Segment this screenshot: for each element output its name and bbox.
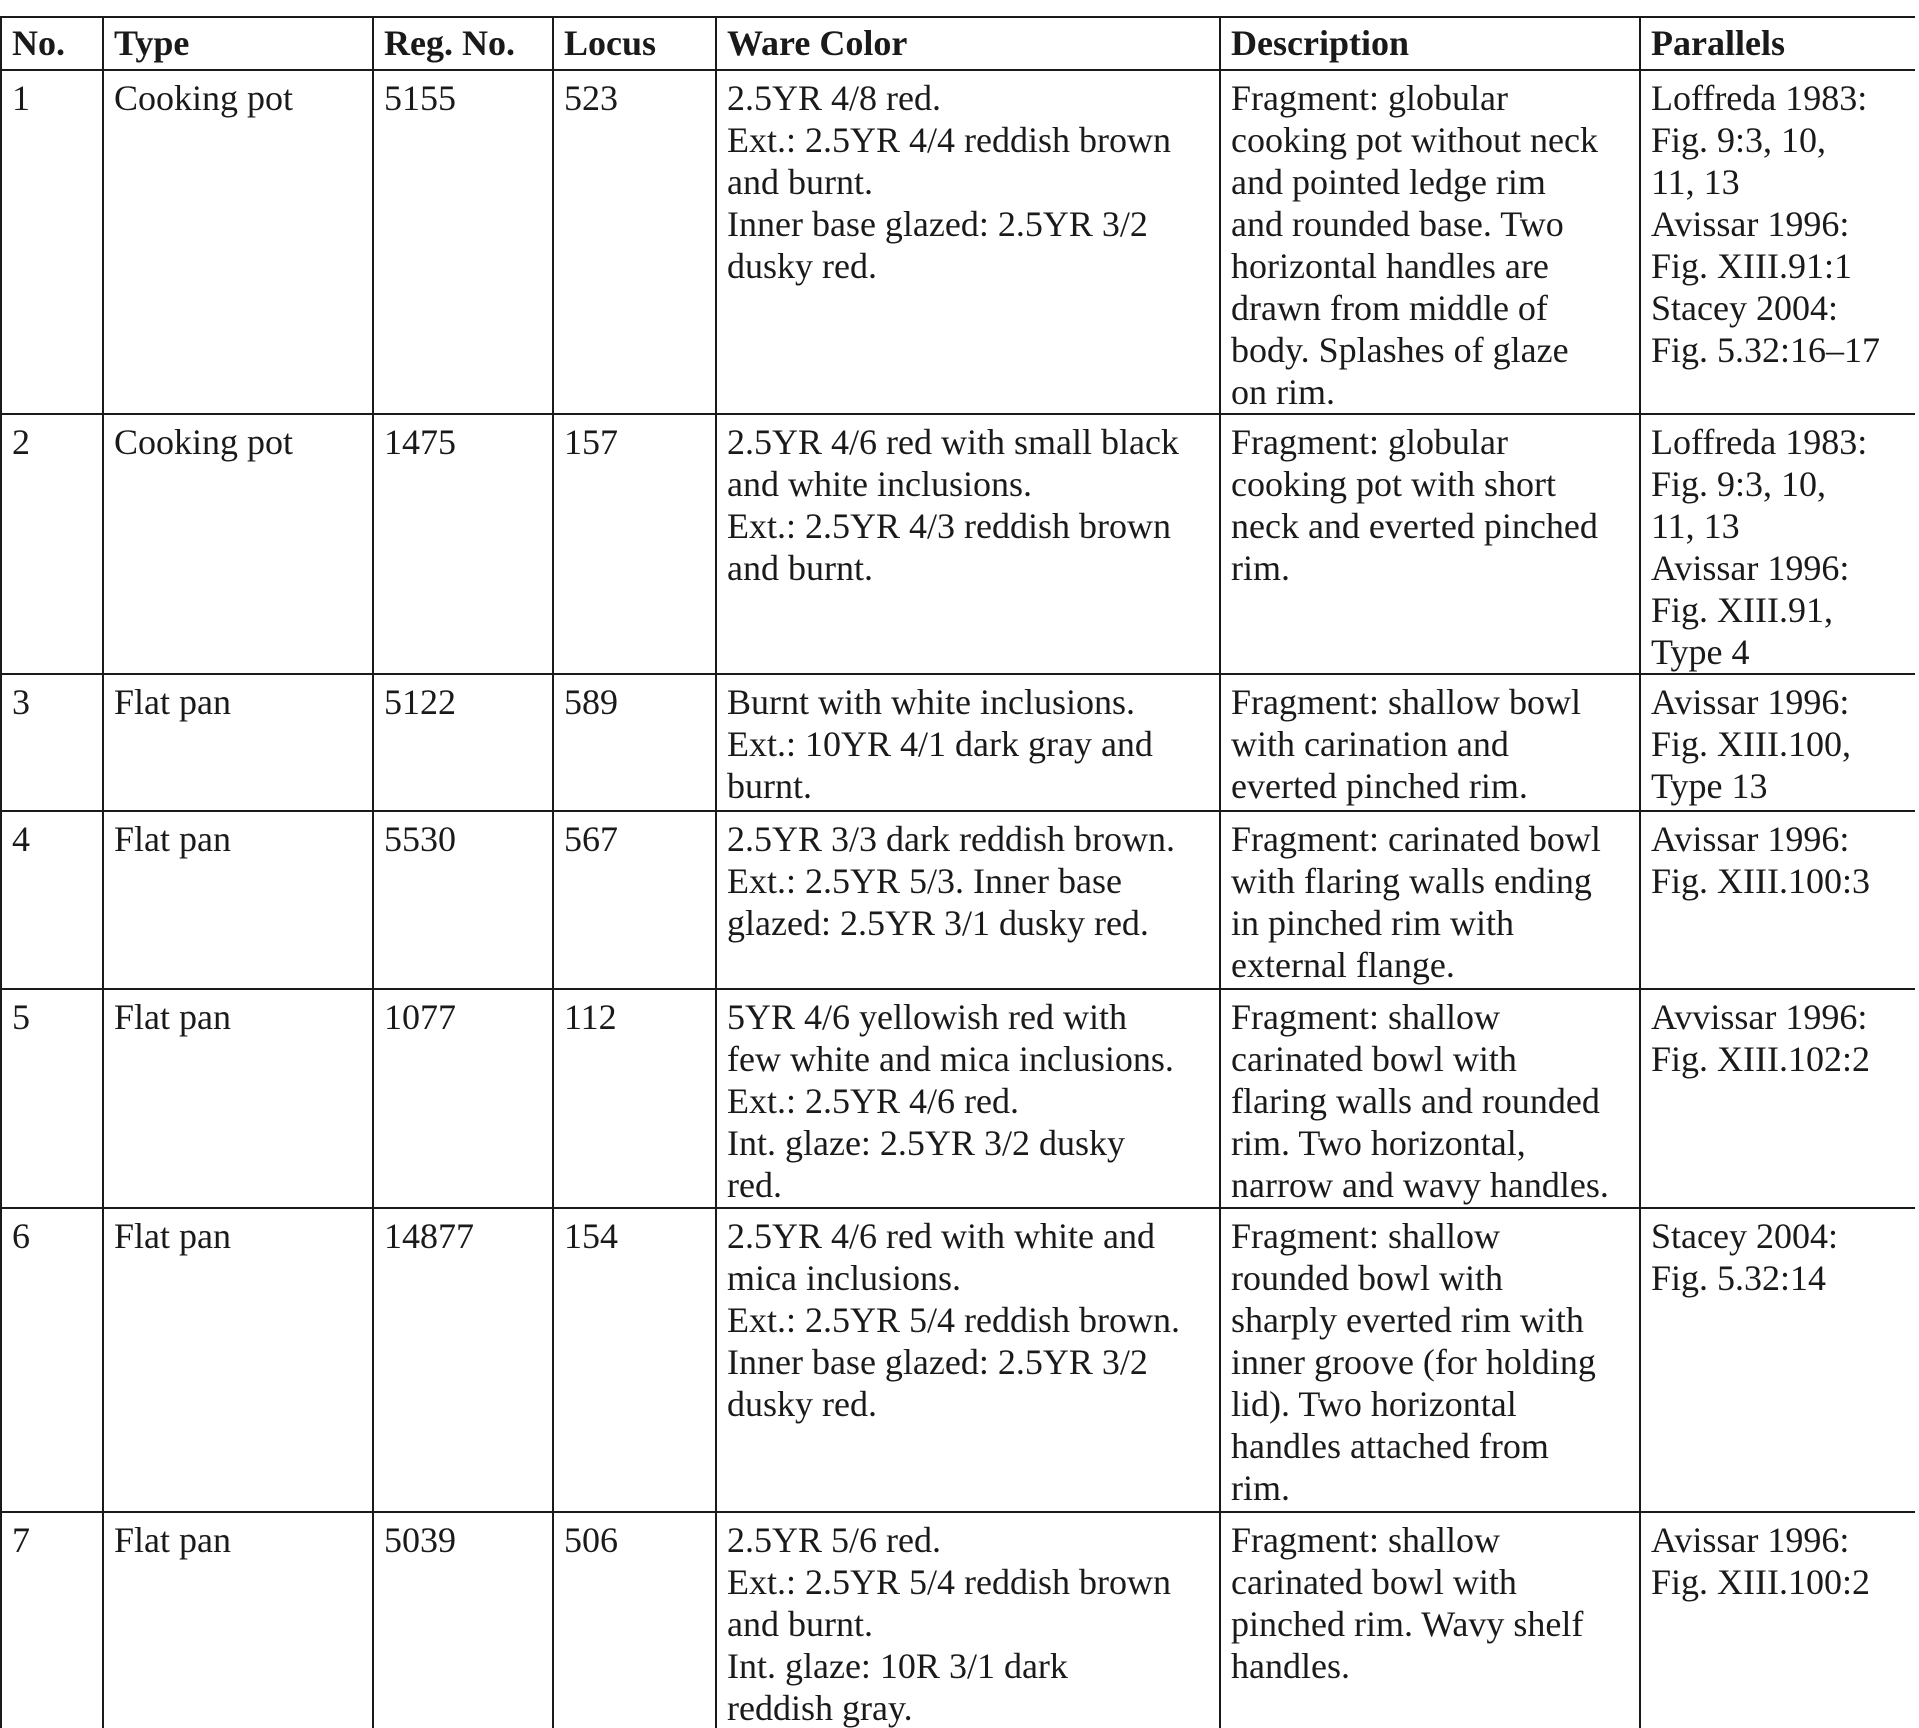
header-parallels: Parallels [1640, 17, 1915, 70]
cell-no: 3 [1, 674, 103, 811]
pottery-catalogue-sheet [0, 16, 1915, 1728]
description-line: carinated bowl with [1231, 1562, 1517, 1602]
ware-color-line: burnt. [727, 766, 812, 806]
cell-type: Flat pan [103, 1512, 373, 1728]
parallels-line: Stacey 2004: [1651, 288, 1838, 328]
ware-color-line: and burnt. [727, 548, 873, 588]
description-line: on rim. [1231, 372, 1335, 412]
pottery-catalogue-table [0, 16, 1915, 1728]
cell-reg-no: 5530 [373, 811, 553, 989]
ware-color-line: few white and mica inclusions. [727, 1039, 1174, 1079]
description-line: Fragment: shallow bowl [1231, 682, 1581, 722]
description-line: lid). Two horizontal [1231, 1384, 1517, 1424]
parallels-line: Stacey 2004: [1651, 1216, 1838, 1256]
ware-color-line: mica inclusions. [727, 1258, 961, 1298]
description-line: everted pinched rim. [1231, 766, 1528, 806]
cell-no: 7 [1, 1512, 103, 1728]
parallels-line: Fig. 9:3, 10, [1651, 464, 1827, 504]
parallels-line: Avissar 1996: [1651, 682, 1850, 722]
ware-color-line: 2.5YR 5/6 red. [727, 1520, 941, 1560]
cell-parallels [1640, 1512, 1915, 1728]
ware-color-line: 2.5YR 4/6 red with small black [727, 422, 1179, 462]
description-line: horizontal handles are [1231, 246, 1549, 286]
ware-color-line: dusky red. [727, 1384, 877, 1424]
description-line: Fragment: shallow [1231, 1520, 1500, 1560]
ware-color-line: 2.5YR 4/6 red with white and [727, 1216, 1155, 1256]
ware-color-line: and white inclusions. [727, 464, 1032, 504]
cell-description [1220, 811, 1640, 989]
description-line: neck and everted pinched [1231, 506, 1598, 546]
description-line: rim. Two horizontal, [1231, 1123, 1526, 1163]
header-type: Type [103, 17, 373, 70]
ware-color-line: Ext.: 2.5YR 4/6 red. [727, 1081, 1019, 1121]
ware-color-line: 2.5YR 4/8 red. [727, 78, 941, 118]
cell-type: Cooking pot [103, 414, 373, 674]
ware-color-line: Burnt with white inclusions. [727, 682, 1135, 722]
table-row [1, 989, 1915, 1208]
description-line: with flaring walls ending [1231, 861, 1592, 901]
cell-type: Flat pan [103, 989, 373, 1208]
ware-color-line: and burnt. [727, 162, 873, 202]
cell-parallels [1640, 70, 1915, 414]
description-line: body. Splashes of glaze [1231, 330, 1569, 370]
cell-parallels [1640, 989, 1915, 1208]
table-row [1, 674, 1915, 811]
cell-no: 6 [1, 1208, 103, 1512]
description-line: drawn from middle of [1231, 288, 1548, 328]
ware-color-line: Ext.: 2.5YR 4/4 reddish brown [727, 120, 1171, 160]
ware-color-line: 2.5YR 3/3 dark reddish brown. [727, 819, 1175, 859]
description-line: Fragment: globular [1231, 422, 1508, 462]
ware-color-line: and burnt. [727, 1604, 873, 1644]
cell-description [1220, 414, 1640, 674]
cell-locus: 506 [553, 1512, 716, 1728]
parallels-line: Fig. XIII.91:1 [1651, 246, 1852, 286]
ware-color-line: Int. glaze: 2.5YR 3/2 dusky [727, 1123, 1125, 1163]
parallels-line: Fig. 5.32:16–17 [1651, 330, 1881, 370]
table-row [1, 1208, 1915, 1512]
description-line: Fragment: shallow [1231, 997, 1500, 1037]
cell-type: Flat pan [103, 811, 373, 989]
description-line: Fragment: globular [1231, 78, 1508, 118]
description-line: rim. [1231, 548, 1290, 588]
parallels-line: Avissar 1996: [1651, 204, 1850, 244]
header-description: Description [1220, 17, 1640, 70]
description-line: and pointed ledge rim [1231, 162, 1546, 202]
description-line: Fragment: shallow [1231, 1216, 1500, 1256]
ware-color-line: Inner base glazed: 2.5YR 3/2 [727, 1342, 1148, 1382]
description-line: handles. [1231, 1646, 1350, 1686]
parallels-line: Avvissar 1996: [1651, 997, 1868, 1037]
cell-parallels [1640, 674, 1915, 811]
ware-color-line: Ext.: 2.5YR 5/4 reddish brown [727, 1562, 1171, 1602]
cell-reg-no: 5155 [373, 70, 553, 414]
cell-type: Flat pan [103, 674, 373, 811]
description-line: cooking pot without neck [1231, 120, 1598, 160]
cell-no: 5 [1, 989, 103, 1208]
description-line: Fragment: carinated bowl [1231, 819, 1601, 859]
cell-ware-color [716, 674, 1220, 811]
header-ware-color: Ware Color [716, 17, 1220, 70]
cell-parallels [1640, 811, 1915, 989]
parallels-line: Loffreda 1983: [1651, 422, 1868, 462]
description-line: flaring walls and rounded [1231, 1081, 1600, 1121]
parallels-line: Type 13 [1651, 766, 1768, 806]
parallels-line: 11, 13 [1651, 162, 1740, 202]
description-line: carinated bowl with [1231, 1039, 1517, 1079]
description-line: sharply everted rim with [1231, 1300, 1584, 1340]
description-line: inner groove (for holding [1231, 1342, 1596, 1382]
table-row [1, 811, 1915, 989]
parallels-line: Fig. 9:3, 10, [1651, 120, 1827, 160]
cell-locus: 112 [553, 989, 716, 1208]
parallels-line: Fig. XIII.100:2 [1651, 1562, 1870, 1602]
description-line: pinched rim. Wavy shelf [1231, 1604, 1584, 1644]
parallels-line: Fig. 5.32:14 [1651, 1258, 1827, 1298]
cell-locus: 589 [553, 674, 716, 811]
description-line: rim. [1231, 1468, 1290, 1508]
parallels-line: Avissar 1996: [1651, 548, 1850, 588]
cell-no: 2 [1, 414, 103, 674]
parallels-line: Fig. XIII.91, [1651, 590, 1833, 630]
cell-description [1220, 989, 1640, 1208]
description-line: handles attached from [1231, 1426, 1549, 1466]
cell-ware-color [716, 1512, 1220, 1728]
cell-reg-no: 14877 [373, 1208, 553, 1512]
cell-ware-color [716, 811, 1220, 989]
cell-ware-color [716, 414, 1220, 674]
cell-parallels [1640, 414, 1915, 674]
cell-type: Cooking pot [103, 70, 373, 414]
ware-color-line: Ext.: 2.5YR 5/3. Inner base [727, 861, 1122, 901]
cell-ware-color [716, 989, 1220, 1208]
parallels-line: Fig. XIII.102:2 [1651, 1039, 1870, 1079]
ware-color-line: dusky red. [727, 246, 877, 286]
ware-color-line: Ext.: 2.5YR 5/4 reddish brown. [727, 1300, 1180, 1340]
description-line: cooking pot with short [1231, 464, 1556, 504]
cell-description [1220, 1512, 1640, 1728]
ware-color-line: 5YR 4/6 yellowish red with [727, 997, 1127, 1037]
parallels-line: Avissar 1996: [1651, 819, 1850, 859]
cell-reg-no: 5039 [373, 1512, 553, 1728]
description-line: and rounded base. Two [1231, 204, 1564, 244]
header-reg-no: Reg. No. [373, 17, 553, 70]
header-no: No. [1, 17, 103, 70]
cell-type: Flat pan [103, 1208, 373, 1512]
ware-color-line: Ext.: 10YR 4/1 dark gray and [727, 724, 1153, 764]
cell-locus: 567 [553, 811, 716, 989]
cell-description [1220, 674, 1640, 811]
ware-color-line: reddish gray. [727, 1688, 913, 1728]
parallels-line: Loffreda 1983: [1651, 78, 1868, 118]
cell-no: 4 [1, 811, 103, 989]
table-row [1, 70, 1915, 414]
ware-color-line: Inner base glazed: 2.5YR 3/2 [727, 204, 1148, 244]
cell-no: 1 [1, 70, 103, 414]
cell-ware-color [716, 70, 1220, 414]
ware-color-line: red. [727, 1165, 782, 1205]
ware-color-line: Ext.: 2.5YR 4/3 reddish brown [727, 506, 1171, 546]
cell-reg-no: 1077 [373, 989, 553, 1208]
description-line: narrow and wavy handles. [1231, 1165, 1609, 1205]
cell-reg-no: 1475 [373, 414, 553, 674]
cell-reg-no: 5122 [373, 674, 553, 811]
table-row [1, 414, 1915, 674]
cell-locus: 157 [553, 414, 716, 674]
header-row [1, 17, 1915, 70]
table-row [1, 1512, 1915, 1728]
cell-description [1220, 1208, 1640, 1512]
description-line: with carination and [1231, 724, 1509, 764]
ware-color-line: Int. glaze: 10R 3/1 dark [727, 1646, 1068, 1686]
description-line: in pinched rim with [1231, 903, 1514, 943]
parallels-line: Avissar 1996: [1651, 1520, 1850, 1560]
parallels-line: Type 4 [1651, 632, 1750, 672]
description-line: external flange. [1231, 945, 1455, 985]
cell-locus: 523 [553, 70, 716, 414]
parallels-line: Fig. XIII.100:3 [1651, 861, 1870, 901]
ware-color-line: glazed: 2.5YR 3/1 dusky red. [727, 903, 1149, 943]
cell-ware-color [716, 1208, 1220, 1512]
description-line: rounded bowl with [1231, 1258, 1503, 1298]
header-locus: Locus [553, 17, 716, 70]
parallels-line: 11, 13 [1651, 506, 1740, 546]
cell-parallels [1640, 1208, 1915, 1512]
cell-description [1220, 70, 1640, 414]
parallels-line: Fig. XIII.100, [1651, 724, 1851, 764]
cell-locus: 154 [553, 1208, 716, 1512]
